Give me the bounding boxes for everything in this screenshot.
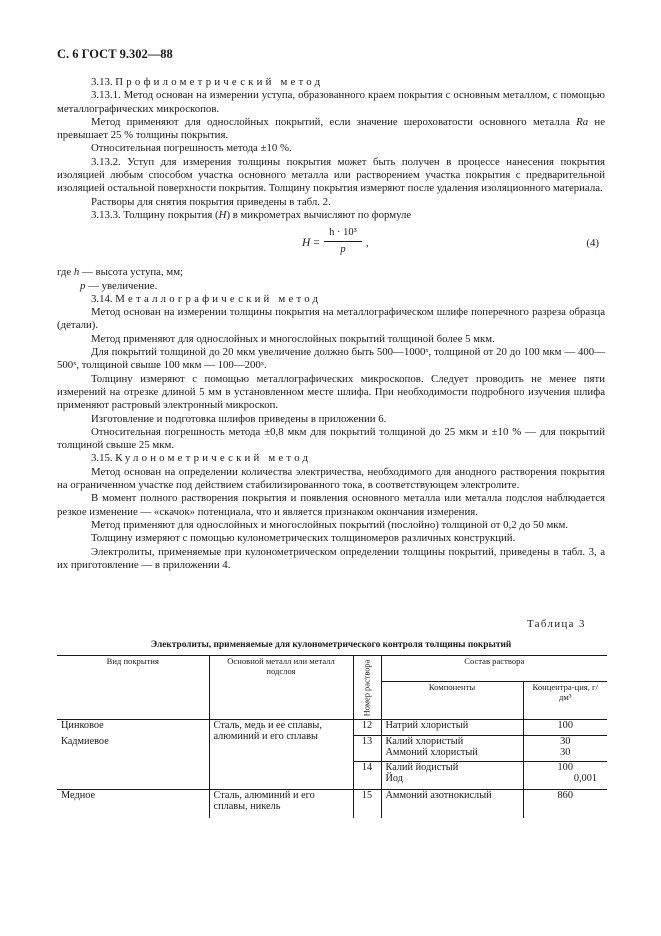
cell-coating: Медное: [57, 790, 209, 818]
formula-numerator: h · 10³: [324, 226, 362, 241]
section-number: 3.15.: [91, 452, 113, 465]
header-components: Компоненты: [381, 682, 523, 720]
cell-components: Аммоний азотнокислый: [381, 790, 523, 818]
table-label: Таблица 3: [527, 618, 586, 630]
paragraph: Метод применяют для однослойных и многослойных покрытий толщиной более 5 мкм.: [91, 332, 495, 345]
paragraph: Для покрытий толщиной до 20 мкм увеличение должно быть 500—1000ˣ, толщиной от 20 до 100 мкм — 400—500ˣ, толщиной свыше 100 мкм — 100—200ˣ.: [57, 346, 605, 372]
formula-legend-p: p — увеличение.: [80, 279, 158, 292]
cell-coating: [57, 762, 209, 790]
section-3-14-heading: [57, 293, 605, 306]
paragraph: Относительная погрешность метода ±0,8 мкм для покрытий толщиной до 25 мкм и ±10 % — для покрытий толщиной свыше 25 мкм.: [57, 425, 605, 452]
paragraph: Метод основан на определении количества электричества, необходимого для анодного растворения покрытия на ограниченном участке под действием стабилизированного тока, в соответствующем электролите.: [57, 465, 605, 492]
header-composition: Состав раствора: [381, 656, 607, 682]
formula-lhs: H =: [302, 237, 320, 250]
cell-number: 12: [353, 720, 381, 736]
paragraph: Изготовление и подготовка шлифов приведены в приложении 6.: [91, 412, 387, 425]
cell-concentration: 860: [557, 790, 573, 801]
paragraph: Метод основан на измерении толщины покрытия на металлографическом шлифе поперечного разреза образца (детали).: [57, 306, 605, 332]
paragraph: 3.13.3. Толщину покрытия (H) в микрометрах вычисляют по формуле: [91, 208, 412, 221]
page-header: С. 6 ГОСТ 9.302—88: [57, 47, 173, 61]
formula-4: [57, 224, 605, 264]
paragraph: 3.13.1. Метод основан на измерении уступа, образованного краем покрытия с основным металлом, с помощью металлографических микроскопов.: [57, 89, 605, 115]
electrolytes-table: [57, 655, 607, 818]
section-number: 3.13.: [91, 76, 113, 88]
formula-legend-h: где h — высота уступа, мм;: [57, 266, 184, 279]
cell-components: Калий хлористый Аммоний хлористый: [381, 736, 523, 762]
section-title: Профилометрический метод: [115, 76, 324, 88]
formula-number: (4): [586, 237, 599, 250]
paragraph: Толщину измеряют с помощью металлографических микроскопов. Следует проводить не менее пяти измерений на отрезке длиной 5 мм в установленном месте шлифа. При необходимости подробного изучения шлифа применяют растровый электронный микроскоп.: [57, 372, 605, 412]
formula-fraction: [324, 226, 362, 256]
paragraph: Растворы для снятия покрытия приведены в табл. 2.: [91, 195, 331, 208]
formula-denominator: p: [340, 243, 346, 255]
section-3-15-heading: [57, 452, 605, 465]
ra-symbol: Ra: [576, 115, 589, 128]
header-base-metal: Основной металл или металл подслоя: [209, 656, 353, 720]
header-coating: Вид покрытия: [57, 656, 209, 720]
formula-comma: ,: [366, 237, 369, 250]
cell-coating: Кадмиевое: [57, 736, 209, 762]
paragraph: Электролиты, применяемые при кулонометрическом определении толщины покрытий, приведены в табл. 3, а их приготовление — в приложении 4.: [57, 545, 605, 571]
cell-concentration: 100 0,001: [523, 762, 607, 790]
section-title: Кулонометрический метод: [115, 452, 312, 465]
cell-coating: Цинковое: [57, 720, 209, 736]
paragraph: Метод применяют для однослойных покрытий, если значение шероховатости основного металла Ra не превышает 25 % толщины покрытия.: [57, 115, 605, 142]
cell-number: 13: [353, 736, 381, 762]
cell-number: 14: [353, 762, 381, 790]
section-3-13-heading: [57, 76, 605, 89]
table-title: Электролиты, применяемые для кулонометрического контроля толщины покрытий: [150, 640, 512, 650]
cell-components: Калий йодистый Йод: [381, 762, 523, 790]
table-row: [57, 720, 607, 736]
document-body: [57, 76, 605, 572]
paragraph: Толщину измеряют с помощью кулонометрических толщиномеров различных конструкций.: [91, 532, 516, 545]
cell-concentration: 100: [523, 720, 607, 736]
section-title: Металлографический метод: [115, 292, 322, 305]
cell-base-metal: Сталь, алюминий и его сплавы, никель: [209, 790, 353, 818]
cell-components: Натрий хлористый: [381, 720, 523, 736]
cell-base-metal: Сталь, медь и ее сплавы, алюминий и его сплавы: [209, 720, 353, 790]
table-row: [57, 790, 607, 818]
section-number: 3.14.: [91, 292, 113, 305]
cell-concentration: 30 30: [523, 736, 607, 762]
header-solution-number: Номер раствора: [353, 656, 381, 720]
cell-number: 15: [353, 790, 381, 818]
paragraph: Относительная погрешность метода ±10 %.: [91, 142, 292, 155]
paragraph: Метод применяют для однослойных и многослойных покрытий (послойно) толщиной от 0,2 до 50 мкм.: [91, 518, 569, 531]
paragraph: 3.13.2. Уступ для измерения толщины покрытия может быть получен в процессе нанесения покрытия изоляцией любым способом участка основного металла или растворением участка покрытия с предварительной изоляцией остальной поверхности покрытия. Толщину покрытия измеряют после удаления изоляционного материала.: [57, 155, 605, 195]
header-concentration: Концентра-ция, г/дм³: [523, 682, 607, 720]
paragraph: В момент полного растворения покрытия и появления основного металла или металла подслоя наблюдается резкое изменение — «скачок» потенциала, что и является признаком окончания измерения.: [57, 492, 605, 518]
